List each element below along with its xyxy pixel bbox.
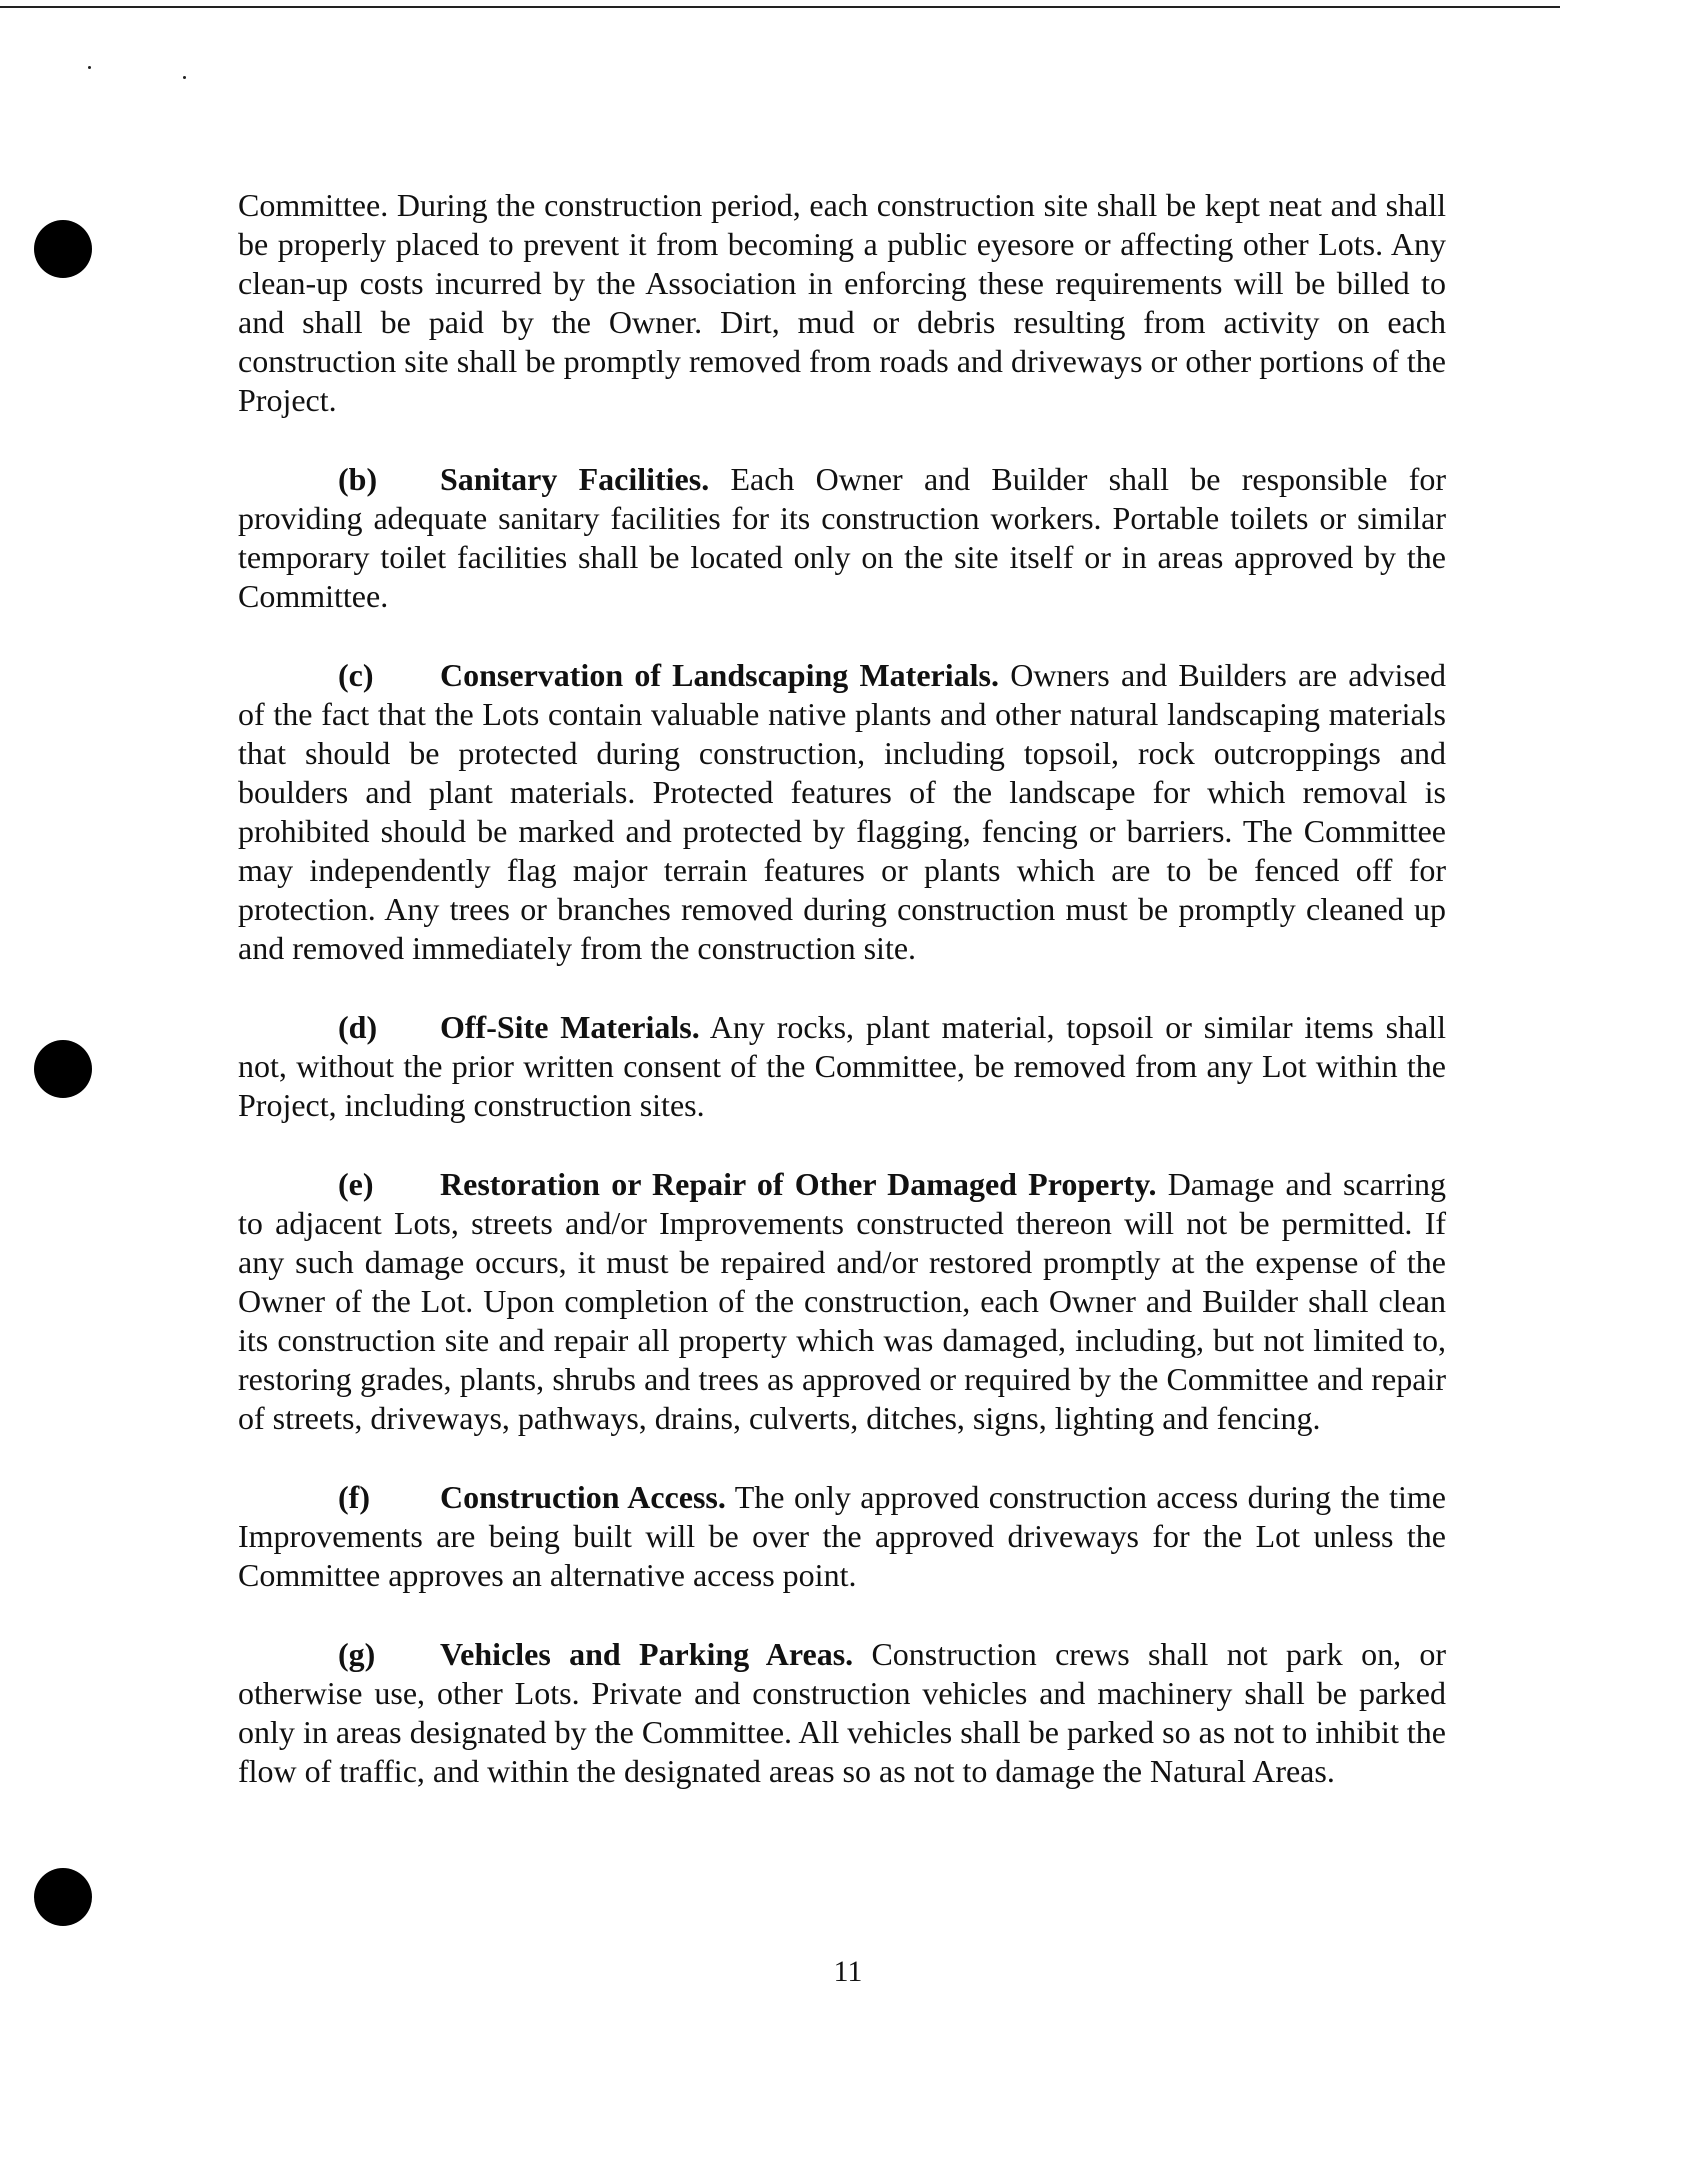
section-label: (g) — [338, 1636, 376, 1672]
paragraph-construction-access — [238, 1478, 1446, 1595]
scan-edge-line — [0, 6, 1560, 8]
section-heading: Construction Access. — [440, 1479, 726, 1515]
punch-hole-middle — [34, 1040, 92, 1098]
punch-hole-bottom — [34, 1868, 92, 1926]
section-label: (e) — [338, 1166, 374, 1202]
paragraph-text: Damage and scarring to adjacent Lots, streets and/or Improvements constructed thereon will not be permitted. If any such damage occurs, it must be repaired and/or restored promptly at the expense of the Owner of the Lot. Upon completion of the construction, each Owner and Builder shall clean its construction site and repair all property which was damaged, including, but not limited to, restoring grades, plants, shrubs and trees as approved or required by the Committee and repair of streets, driveways, pathways, drains, culverts, ditches, signs, lighting and fencing. — [238, 1166, 1447, 1436]
section-label: (b) — [338, 461, 378, 497]
section-heading: Conservation of Landscaping Materials. — [440, 657, 999, 693]
paragraph-text: Any rocks, plant material, topsoil or similar items shall not, without the prior written consent of the Committee, be removed from any Lot within the Project, including construction sites. — [238, 1009, 1447, 1123]
section-label: (d) — [338, 1009, 378, 1045]
paragraph-restoration-repair — [238, 1165, 1446, 1438]
paragraph-text: Each Owner and Builder shall be responsible for providing adequate sanitary facilities for its construction workers. Portable toilets or similar temporary toilet facilities shall be located only on the site itself or in areas approved by the Committee. — [238, 461, 1446, 614]
page-number: 11 — [833, 1955, 863, 1988]
scan-speck — [88, 66, 91, 69]
section-label: (f) — [338, 1479, 370, 1515]
section-heading: Sanitary Facilities. — [440, 461, 710, 497]
paragraph-text: The only approved construction access during the time Improvements are being built will be over the approved driveways for the Lot unless the Committee approves an alternative access point. — [238, 1479, 1447, 1593]
paragraph-conservation-landscaping — [238, 656, 1446, 968]
paragraph-text: Construction crews shall not park on, or otherwise use, other Lots. Private and construction vehicles and machinery shall be parked only in areas designated by the Committee. All vehicles shall be parked so as not to inhibit the flow of traffic, and within the designated areas so as not to damage the Natural Areas. — [238, 1636, 1447, 1789]
section-label: (c) — [338, 657, 374, 693]
paragraph-continuation — [238, 186, 1446, 420]
section-heading: Restoration or Repair of Other Damaged Property. — [440, 1166, 1157, 1202]
paragraph-text: Owners and Builders are advised of the fact that the Lots contain valuable native plants and other natural landscaping materials that should be protected during construction, including topsoil, rock outcroppings and boulders and plant materials. Protected features of the landscape for which removal is prohibited should be marked and protected by flagging, fencing or barriers. The Committee may independently flag major terrain features or plants which are to be fenced off for protection. Any trees or branches removed during construction must be promptly cleaned up and removed immediately from the construction site. — [238, 657, 1447, 966]
scan-speck — [183, 76, 186, 79]
paragraph-vehicles-parking — [238, 1635, 1446, 1791]
paragraph-off-site-materials — [238, 1008, 1446, 1125]
punch-hole-top — [34, 220, 92, 278]
paragraph-sanitary-facilities — [238, 460, 1446, 616]
document-body — [238, 186, 1446, 1791]
section-heading: Off-Site Materials. — [440, 1009, 700, 1045]
section-heading: Vehicles and Parking Areas. — [440, 1636, 854, 1672]
paragraph-text: Committee. During the construction period, each construction site shall be kept neat and shall be properly placed to prevent it from becoming a public eyesore or affecting other Lots. Any clean-up costs incurred by the Association in enforcing these requirements will be billed to and shall be paid by the Owner. Dirt, mud or debris resulting from activity on each construction site shall be promptly removed from roads and driveways or other portions of the Project. — [238, 187, 1446, 418]
